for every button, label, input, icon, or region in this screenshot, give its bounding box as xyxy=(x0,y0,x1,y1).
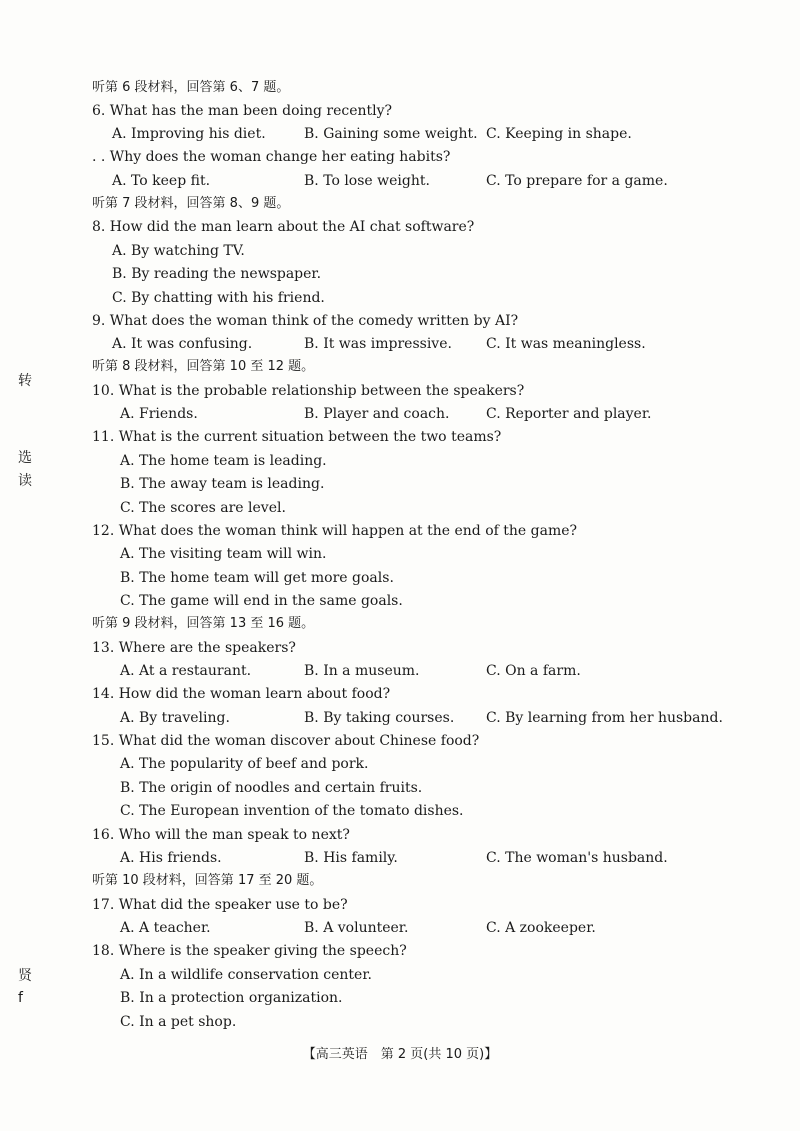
question-stem: 16. Who will the man speak to next? xyxy=(92,827,350,843)
option-a: A. Improving his diet. xyxy=(112,126,266,142)
option-a: A. The popularity of beef and pork. xyxy=(120,756,369,772)
margin-char: 转 xyxy=(18,373,32,389)
section-heading: 听第 8 段材料，回答第 10 至 12 题。 xyxy=(92,359,315,374)
section-heading: 听第 9 段材料，回答第 13 至 16 题。 xyxy=(92,616,315,631)
option-b: B. In a protection organization. xyxy=(120,990,343,1006)
option-b: B. His family. xyxy=(304,850,398,866)
option-c: C. The game will end in the same goals. xyxy=(120,593,403,609)
option-c: C. Keeping in shape. xyxy=(486,126,632,142)
option-c: C. By chatting with his friend. xyxy=(112,290,325,306)
option-c: C. The woman's husband. xyxy=(486,850,668,866)
option-c: C. Reporter and player. xyxy=(486,406,652,422)
option-a: A. It was confusing. xyxy=(112,336,253,352)
option-c: C. The scores are level. xyxy=(120,500,286,516)
option-a: A. In a wildlife conservation center. xyxy=(120,967,372,983)
question-stem: 14. How did the woman learn about food? xyxy=(92,686,391,702)
question-stem: 10. What is the probable relationship between the speakers? xyxy=(92,383,525,399)
option-b: B. The away team is leading. xyxy=(120,476,325,492)
option-c: C. A zookeeper. xyxy=(486,920,596,936)
question-stem: . . Why does the woman change her eating habits? xyxy=(92,149,451,165)
option-b: B. The home team will get more goals. xyxy=(120,570,394,586)
option-a: A. His friends. xyxy=(120,850,222,866)
option-b: B. To lose weight. xyxy=(304,173,430,189)
option-a: A. To keep fit. xyxy=(112,173,211,189)
margin-char: 选 xyxy=(18,450,32,466)
option-b: B. By taking courses. xyxy=(304,710,455,726)
option-b: B. Gaining some weight. xyxy=(304,126,478,142)
margin-char: 读 xyxy=(18,473,32,489)
question-stem: 18. Where is the speaker giving the speech? xyxy=(92,943,407,959)
option-b: B. In a museum. xyxy=(304,663,420,679)
margin-char: f xyxy=(18,990,23,1006)
option-c: C. It was meaningless. xyxy=(486,336,646,352)
option-a: A. A teacher. xyxy=(120,920,211,936)
section-heading: 听第 10 段材料，回答第 17 至 20 题。 xyxy=(92,873,323,888)
option-b: B. Player and coach. xyxy=(304,406,450,422)
question-stem: 8. How did the man learn about the AI chat software? xyxy=(92,219,475,235)
question-stem: 15. What did the woman discover about Chinese food? xyxy=(92,733,480,749)
page-footer: 【高三英语 第 2 页(共 10 页)】 xyxy=(302,1047,498,1062)
question-stem: 12. What does the woman think will happen at the end of the game? xyxy=(92,523,578,539)
option-a: A. By watching TV. xyxy=(112,243,245,259)
question-stem: 11. What is the current situation between the two teams? xyxy=(92,429,502,445)
option-a: A. Friends. xyxy=(120,406,198,422)
question-stem: 9. What does the woman think of the comedy written by AI? xyxy=(92,313,519,329)
option-a: A. The home team is leading. xyxy=(120,453,327,469)
option-c: C. By learning from her husband. xyxy=(486,710,723,726)
margin-char: 贤 xyxy=(18,968,32,984)
question-stem: 6. What has the man been doing recently? xyxy=(92,103,393,119)
option-c: C. The European invention of the tomato dishes. xyxy=(120,803,464,819)
option-c: C. In a pet shop. xyxy=(120,1014,237,1030)
option-a: A. At a restaurant. xyxy=(120,663,252,679)
option-c: C. On a farm. xyxy=(486,663,581,679)
option-a: A. The visiting team will win. xyxy=(120,546,327,562)
option-a: A. By traveling. xyxy=(120,710,230,726)
option-b: B. By reading the newspaper. xyxy=(112,266,322,282)
option-c: C. To prepare for a game. xyxy=(486,173,668,189)
section-heading: 听第 7 段材料，回答第 8、9 题。 xyxy=(92,196,290,211)
option-b: B. The origin of noodles and certain fruits. xyxy=(120,780,423,796)
option-b: B. A volunteer. xyxy=(304,920,409,936)
section-heading: 听第 6 段材料，回答第 6、7 题。 xyxy=(92,80,290,95)
question-stem: 17. What did the speaker use to be? xyxy=(92,897,348,913)
question-stem: 13. Where are the speakers? xyxy=(92,640,296,656)
option-b: B. It was impressive. xyxy=(304,336,452,352)
